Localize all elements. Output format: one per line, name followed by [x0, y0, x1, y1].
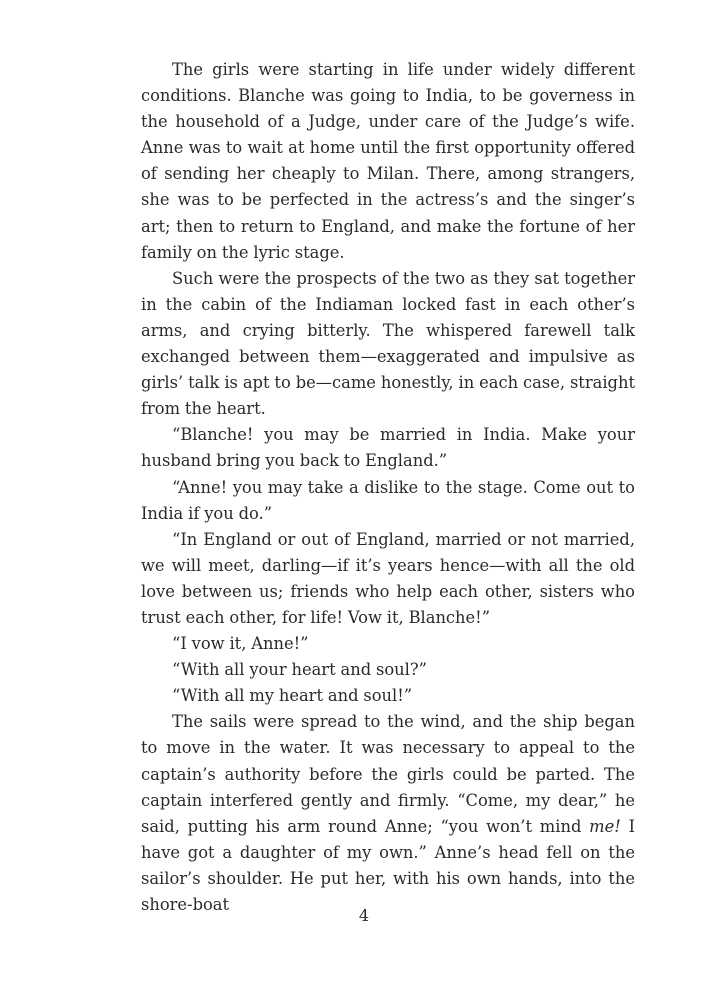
- paragraph-text: I have got a daughter of my own.” Anne’s head fell on the sailor’s shoulder. He put her, with his own hands, into the shore-boat: [141, 816, 635, 914]
- emphasis: me!: [589, 816, 621, 836]
- page-number: 4: [358, 906, 370, 925]
- paragraph: “I vow it, Anne!”: [172, 634, 309, 654]
- paragraph: “With all your heart and soul?”: [172, 660, 427, 680]
- body-text: [141, 57, 635, 918]
- paragraph: “In England or out of England, married or not married, we will meet, darling—if it’s years hence—with all the old love between us; friends who help each other, sisters who trust each other, for life! Vow it, Blanche!”: [141, 529, 635, 627]
- paragraph: “Blanche! you may be married in India. Make your husband bring you back to England.”: [141, 425, 635, 471]
- paragraph: Such were the prospects of the two as they sat together in the cabin of the Indiaman locked fast in each other’s arms, and crying bitterly. The whispered farewell talk exchanged between them—exaggerated and impulsive as girls’ talk is apt to be—came honestly, in each case, straight from the heart.: [141, 268, 635, 419]
- paragraph: “Anne! you may take a dislike to the stage. Come out to India if you do.”: [141, 477, 635, 523]
- paragraph-text: The sails were spread to the wind, and the ship began to move in the water. It was necessary to appeal to the captain’s authority before the girls could be parted. The captain interfered gently and firmly. “Come, my dear,” he said, putting his arm round Anne; “you won’t mind: [141, 712, 635, 836]
- paragraph: The girls were starting in life under widely different conditions. Blanche was going to India, to be governess in the household of a Judge, under care of the Judge’s wife. Anne was to wait at home until the first opportunity offered of sending her cheaply to Milan. There, among strangers, she was to be perfected in the actress’s and the singer’s art; then to return to England, and make the fortune of her family on the lyric stage.: [141, 60, 635, 262]
- paragraph: [141, 709, 635, 918]
- paragraph: “With all my heart and soul!”: [172, 686, 413, 706]
